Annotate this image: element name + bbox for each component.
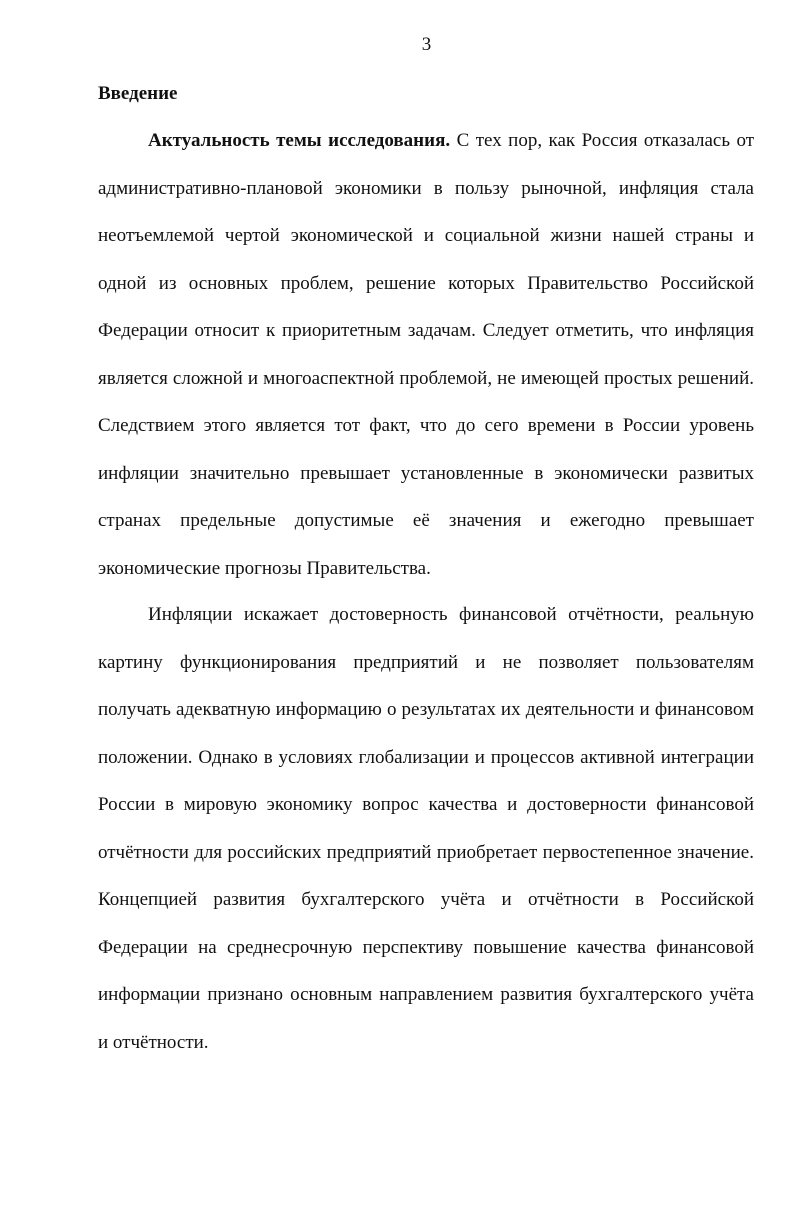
page-number: 3: [421, 34, 432, 55]
paragraph-1-text: С тех пор, как Россия отказалась от административно-плановой экономики в пользу рыночной, инфляция стала неотъемлемой чертой экономической и социальной жизни нашей страны и одной из основных проблем, решение которых Правительство Российской Федерации относит к приоритетным задачам. Следует отметить, что инфляция является сложной и многоаспектной проблемой, не имеющей простых решений. Следствием этого является тот факт, что до сего времени в России уровень инфляции значительно превышает установленные в экономически развитых странах предельные допустимые её значения и ежегодно превышает экономические прогнозы Правительства.: [98, 130, 754, 579]
section-heading: Введение: [98, 83, 178, 104]
paragraph-2-container: [98, 591, 754, 1066]
paragraph-1: [98, 117, 754, 592]
paragraph-2: Инфляции искажает достоверность финансовой отчётности, реальную картину функционирования предприятий и не позволяет пользователям получать адекватную информацию о результатах их деятельности и финансовом положении. Однако в условиях глобализации и процессов активной интеграции России в мировую экономику вопрос качества и достоверности финансовой отчётности для российских предприятий приобретает первостепенное значение. Концепцией развития бухгалтерского учёта и отчётности в Российской Федерации на среднесрочную перспективу повышение качества финансовой информации признано основным направлением развития бухгалтерского учёта и отчётности.: [98, 604, 754, 1053]
paragraph-1-container: [98, 117, 754, 592]
paragraph-1-lead: Актуальность темы исследования.: [148, 130, 451, 151]
